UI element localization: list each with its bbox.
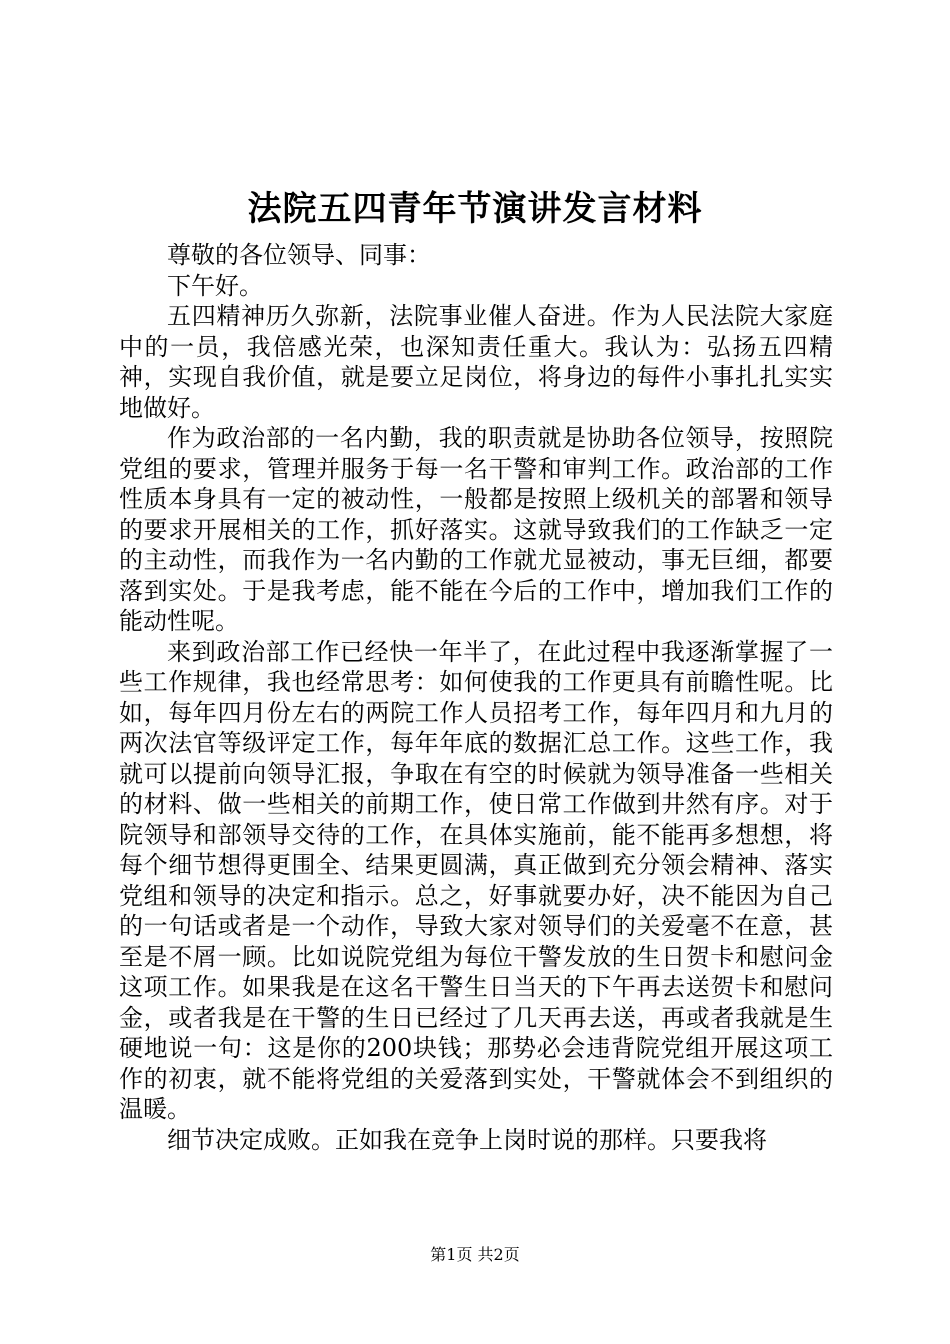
paragraph-salutation: 尊敬的各位领导、同事：	[167, 241, 431, 269]
page-footer: 第1页 共2页	[430, 1245, 520, 1264]
paragraph: 细节决定成败。正如我在竞争上岗时说的那样。只要我将	[167, 1125, 767, 1154]
paragraph: 来到政治部工作已经快一年半了，在此过程中我逐渐掌握了一些工作规律，我也经常思考：如何使我的工作更具有前瞻性呢。比如，每年四月份左右的两院工作人员招考工作，每年四月和九月的两次法官等级评定工作，每年年底的数据汇总工作。这些工作，我就可以提前向领导汇报，争取在有空的时候就为领导准备一些相关的材料、做一些相关的前期工作，使日常工作做到井然有序。对于院领导和部领导交待的工作，在具体实施前，能不能再多想想，将每个细节想得更围全、结果更圆满，真正做到充分领会精神、落实党组和领导的决定和指示。总之，好事就要办好，决不能因为自己的一句话或者是一个动作，导致大家对领导们的关爱毫不在意，甚至是不屑一顾。比如说院党组为每位干警发放的生日贺卡和慰问金这项工作。如果我是在这名干警生日当天的下午再去送贺卡和慰问金，或者我是在干警的生日已经过了几天再去送，再或者我就是生硬地说一句：这是你的200块钱；那势必会违背院党组开展这项工作的初衷，就不能将党组的关爱落到实处，干警就体会不到组织的温暖。	[119, 637, 833, 1123]
document-title: 法院五四青年节演讲发言材料	[247, 189, 703, 229]
paragraph: 作为政治部的一名内勤，我的职责就是协助各位领导，按照院党组的要求，管理并服务于每一名干警和审判工作。政治部的工作性质本身具有一定的被动性，一般都是按照上级机关的部署和领导的要求开展相关的工作，抓好落实。这就导致我们的工作缺乏一定的主动性，而我作为一名内勤的工作就尤显被动，事无巨细，都要落到实处。于是我考虑，能不能在今后的工作中，增加我们工作的能动性呢。	[119, 424, 833, 635]
paragraph: 五四精神历久弥新，法院事业催人奋进。作为人民法院大家庭中的一员，我倍感光荣，也深知责任重大。我认为：弘扬五四精神，实现自我价值，就是要立足岗位，将身边的每件小事扎扎实实地做好。	[119, 302, 833, 422]
document-body	[119, 240, 833, 1155]
paragraph-greeting: 下午好。	[167, 271, 263, 300]
